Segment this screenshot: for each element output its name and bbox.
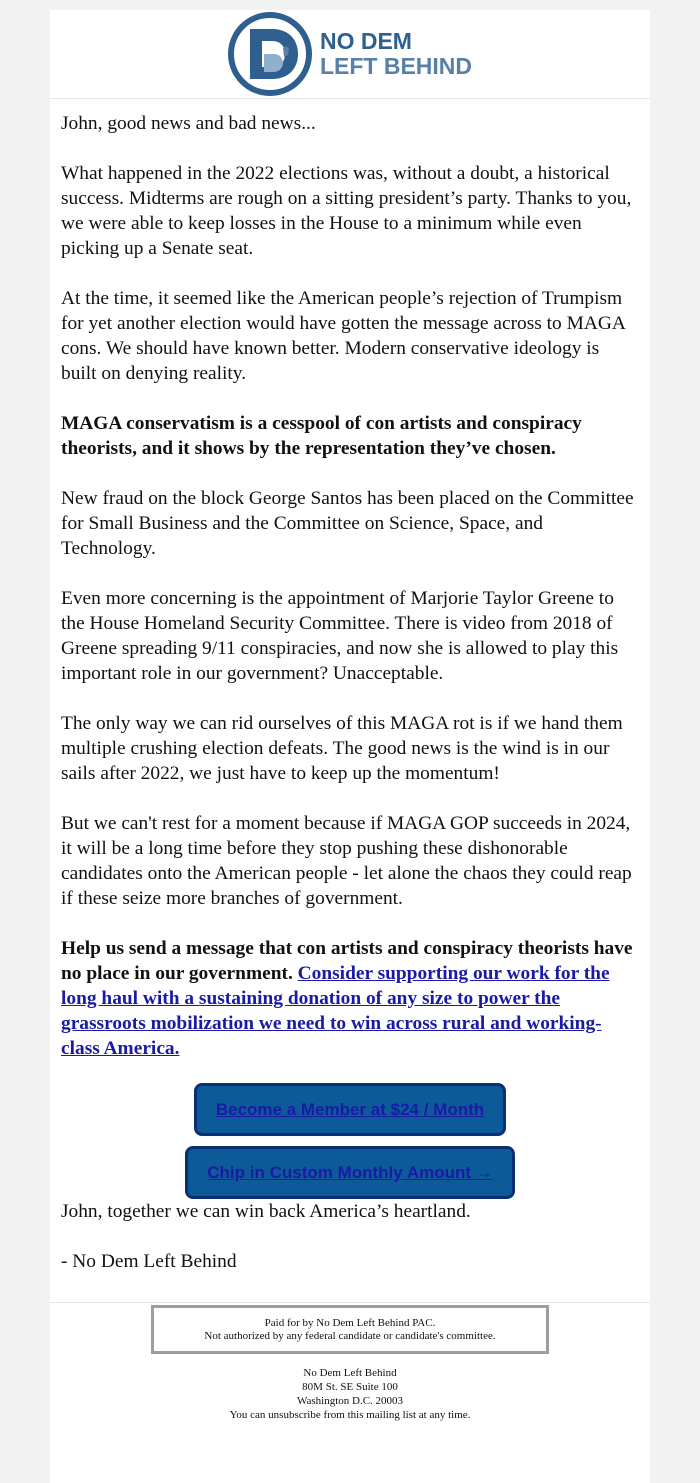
paragraph-4: New fraud on the block George Santos has been placed on the Committee for Small Business and the Committee on Science, Space, and Technology. [61, 488, 634, 559]
street-address: 80M St. SE Suite 100 [302, 1381, 398, 1393]
brand-name-line1: NO DEM [319, 28, 412, 55]
paragraph-2: At the time, it seemed like the American people’s rejection of Trumpism for yet another election would have gotten the message across to MAGA cons. We should have known better. Modern conservative ideology is built on denying reality. [61, 288, 625, 384]
brand-wordmark [320, 29, 472, 79]
cta-buttons [61, 1083, 639, 1199]
paragraph-7: But we can't rest for a moment because if MAGA GOP succeeds in 2024, it will be a long time before they stop pushing these dishonorable candidates onto the American people - let alone the chaos they could reap if these seize more branches of government. [61, 813, 632, 909]
signoff-line: John, together we can win back America’s heartland. [61, 1201, 471, 1222]
paragraph-1: What happened in the 2022 elections was, without a doubt, a historical success. Midterms are rough on a sitting president’s party. Thanks to you, we were able to keep losses in the House to a minimum while even picking up a Senate seat. [61, 163, 632, 259]
email-header [50, 10, 650, 99]
call-to-action-text: Help us send a message that con artists and conspiracy theorists have no place in our government. [61, 938, 633, 984]
d-logo-icon [228, 12, 312, 96]
paragraph-3-bold: MAGA conservatism is a cesspool of con artists and conspiracy theorists, and it shows by the representation they’ve chosen. [61, 413, 582, 459]
paid-for-text: Paid for by No Dem Left Behind PAC. [264, 1317, 436, 1329]
paragraph-5: Even more concerning is the appointment of Marjorie Taylor Greene to the House Homeland Security Committee. There is video from 2018 of Greene spreading 9/11 conspiracies, and now she is allowed to play this important role in our government? Unacceptable. [61, 588, 619, 684]
paid-for-disclaimer [151, 1305, 549, 1354]
email-footer [50, 1302, 650, 1422]
greeting: John, good news and bad news... [61, 113, 316, 134]
email-container [50, 10, 650, 1483]
email-body [50, 99, 650, 1274]
not-authorized-text: Not authorized by any federal candidate or candidate's committee. [204, 1330, 496, 1342]
paragraph-6: The only way we can rid ourselves of this MAGA rot is if we hand them multiple crushing election defeats. The good news is the wind is in our sails after 2022, we just have to keep up the momentum! [61, 713, 623, 784]
signature: - No Dem Left Behind [61, 1251, 237, 1272]
custom-amount-button[interactable]: Chip in Custom Monthly Amount → [185, 1146, 515, 1199]
brand-logo[interactable] [228, 12, 472, 96]
brand-name-line2: LEFT BEHIND [319, 53, 473, 79]
become-member-button[interactable]: Become a Member at $24 / Month [194, 1083, 506, 1136]
paragraph-8 [61, 936, 639, 1061]
mailing-address [50, 1366, 650, 1422]
city-address: Washington D.C. 20003 [296, 1395, 404, 1407]
unsubscribe-notice[interactable]: You can unsubscribe from this mailing list at any time. [229, 1409, 471, 1421]
org-name: No Dem Left Behind [303, 1367, 397, 1379]
donation-link[interactable]: Consider supporting our work for the long haul with a sustaining donation of any size to power the grassroots mobilization we need to win across rural and working-class America. [61, 963, 610, 1059]
